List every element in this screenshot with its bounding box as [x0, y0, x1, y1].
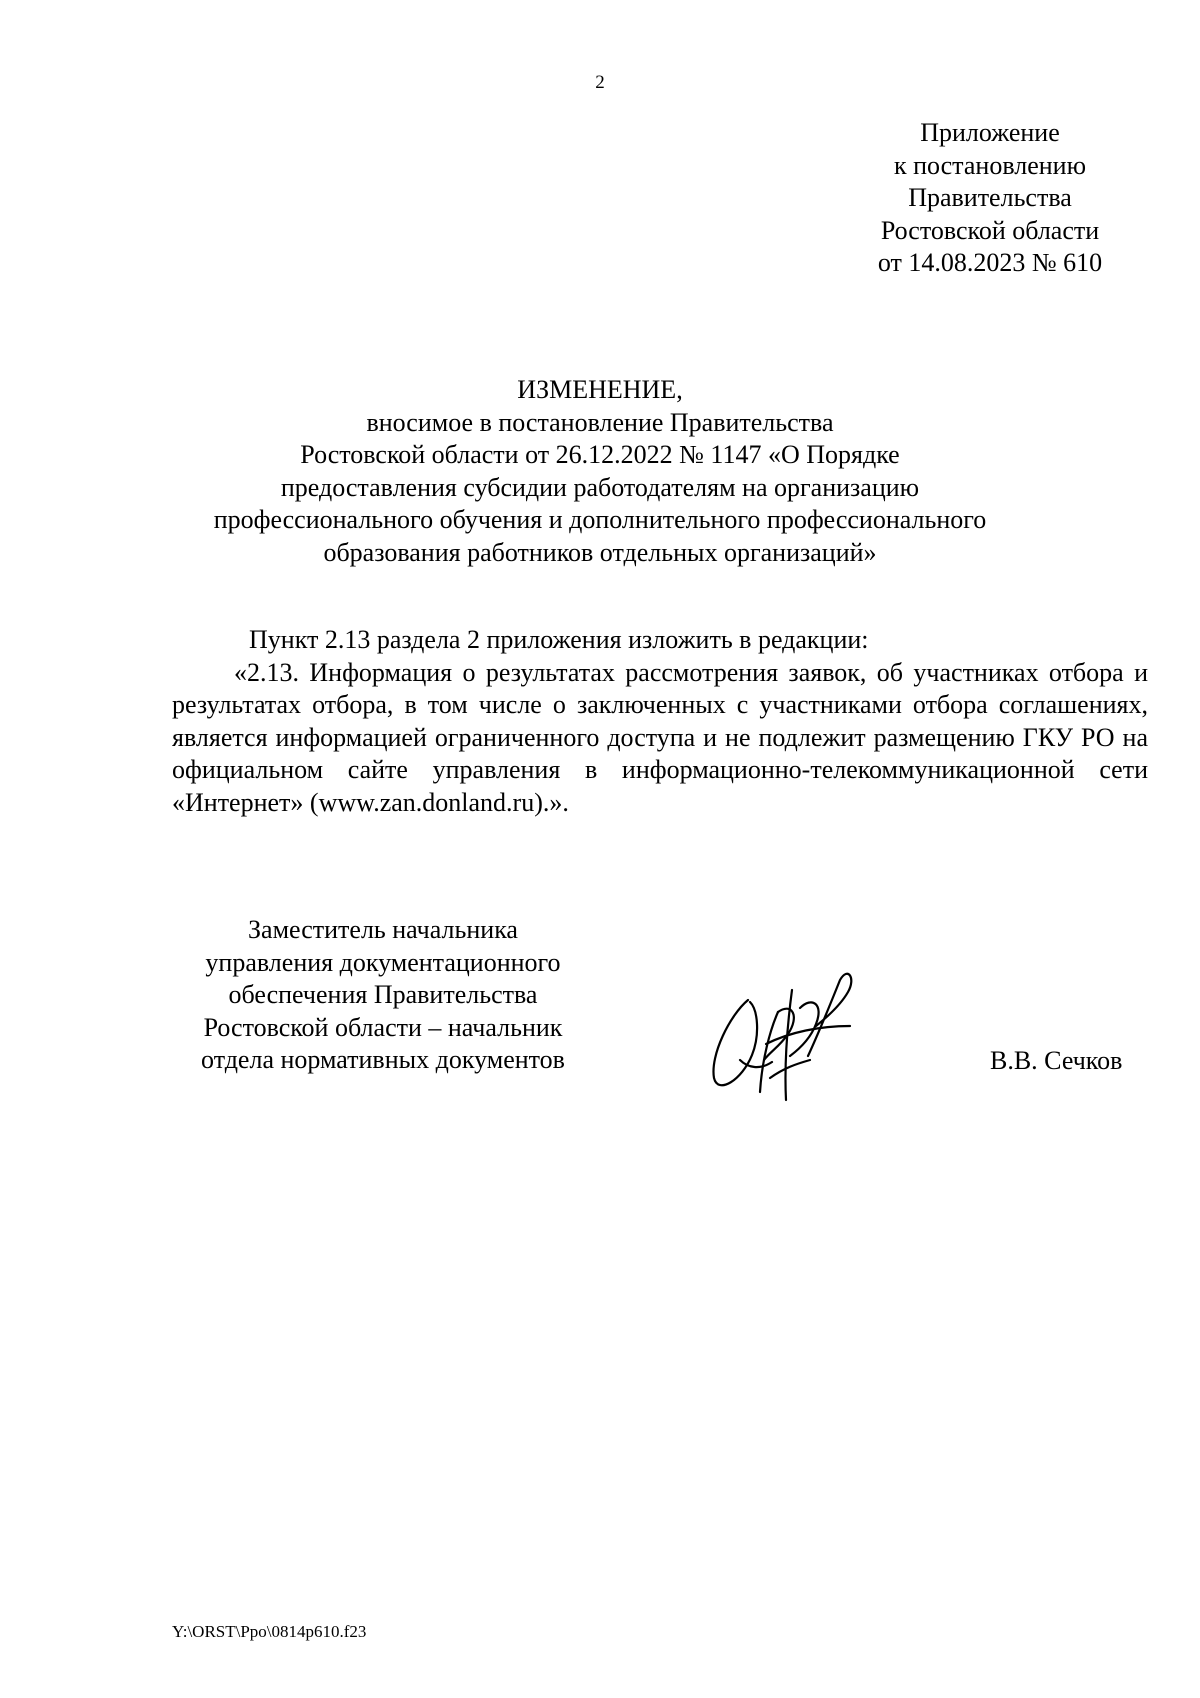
handwritten-signature — [700, 960, 880, 1110]
body-quote: «2.13. Информация о результатах рассмотрения заявок, об участниках отбора и результатах отбора, в том числе о заключенных с участниками отбора соглашениях, является информацией ограниченного доступа и не подлежит размещению ГКУ РО на официальном сайте управления в информационно-телекоммуникационной сети «Интернет» (www.zan.donland.ru).». — [172, 657, 1148, 817]
appendix-line: от 14.08.2023 № 610 — [877, 248, 1103, 277]
appendix-line: Ростовской области — [880, 215, 1100, 245]
appendix-line: Приложение — [920, 118, 1060, 147]
appendix-line: Правительства — [908, 183, 1072, 212]
body-intro: Пункт 2.13 раздела 2 приложения изложить в редакции: — [249, 625, 869, 654]
signatory-position-line: отдела нормативных документов — [201, 1045, 565, 1074]
appendix-line: к постановлению — [893, 150, 1087, 180]
title-line: предоставления субсидии работодателям на организацию — [280, 472, 920, 502]
signatory-position-line: управления документационного — [205, 947, 561, 977]
title-line: вносимое в постановление Правительства — [366, 407, 834, 437]
title-line: Ростовской области от 26.12.2022 № 1147 «О Порядке — [300, 440, 900, 469]
document-body — [172, 624, 1148, 819]
title-heading: ИЗМЕНЕНИЕ, — [517, 375, 683, 404]
title-line: образования работников отдельных организаций» — [323, 537, 877, 567]
document-title — [130, 374, 1070, 569]
signatory-position — [168, 914, 598, 1077]
appendix-block — [790, 117, 1190, 280]
signatory-position-line: Заместитель начальника — [248, 915, 518, 944]
signatory-name: В.В. Сечков — [990, 1046, 1123, 1075]
page-number: 2 — [595, 72, 605, 93]
file-path: Y:\ORST\Ppo\0814p610.f23 — [172, 1622, 367, 1641]
title-line: профессионального обучения и дополнительного профессионального — [213, 505, 987, 534]
signatory-position-line: Ростовской области – начальник — [203, 1012, 563, 1042]
signatory-position-line: обеспечения Правительства — [228, 980, 538, 1009]
